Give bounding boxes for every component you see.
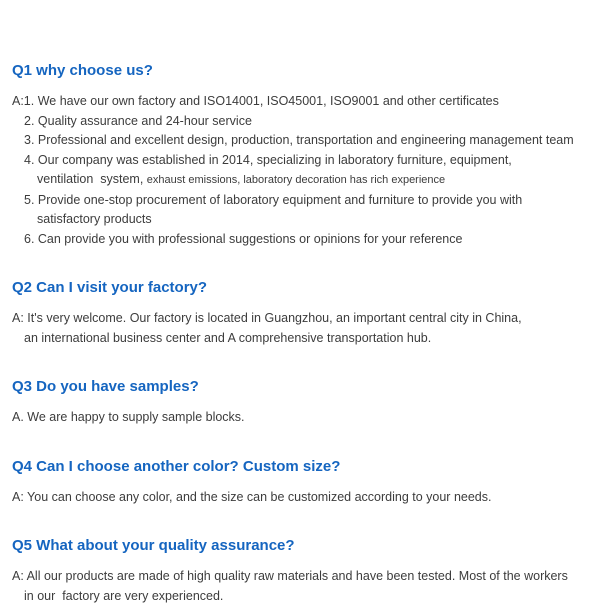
faq-section-q3	[12, 378, 584, 428]
faq-answer-line: A. We are happy to supply sample blocks.	[12, 408, 584, 428]
faq-answer-line: 3. Professional and excellent design, production, transportation and engineering management team	[12, 131, 584, 151]
faq-question-q3: Q3 Do you have samples?	[12, 378, 584, 396]
faq-question-q4: Q4 Can I choose another color? Custom size?	[12, 458, 584, 476]
faq-answer-text: ventilation system,	[37, 172, 147, 186]
faq-answer-line: satisfactory products	[12, 210, 584, 230]
faq-answer-line: 4. Our company was established in 2014, specializing in laboratory furniture, equipment,	[12, 151, 584, 171]
faq-answer-line: A: You can choose any color, and the size can be customized according to your needs.	[12, 488, 584, 508]
faq-section-q1	[12, 62, 584, 249]
faq-question-q5: Q5 What about your quality assurance?	[12, 537, 584, 555]
faq-answer-text-small: exhaust emissions, laboratory decoration has rich experience	[147, 174, 445, 186]
faq-question-q2: Q2 Can I visit your factory?	[12, 279, 584, 297]
faq-answer-line: an international business center and A comprehensive transportation hub.	[12, 329, 584, 349]
faq-answer-line: 2. Quality assurance and 24-hour service	[12, 112, 584, 132]
faq-section-q2	[12, 279, 584, 348]
faq-answer-line: A: All our products are made of high quality raw materials and have been tested. Most of the workers	[12, 567, 584, 587]
faq-section-q4	[12, 458, 584, 508]
faq-answer-line	[12, 170, 584, 191]
faq-answer-line: in our factory are very experienced.	[12, 587, 584, 606]
faq-answer-line: 6. Can provide you with professional suggestions or opinions for your reference	[12, 230, 584, 250]
faq-answer-line: A:1. We have our own factory and ISO14001, ISO45001, ISO9001 and other certificates	[12, 92, 584, 112]
faq-answer-line: 5. Provide one-stop procurement of laboratory equipment and furniture to provide you with	[12, 191, 584, 211]
faq-answer-line: A: It's very welcome. Our factory is located in Guangzhou, an important central city in China,	[12, 309, 584, 329]
faq-question-q1: Q1 why choose us?	[12, 62, 584, 80]
faq-section-q5	[12, 537, 584, 606]
